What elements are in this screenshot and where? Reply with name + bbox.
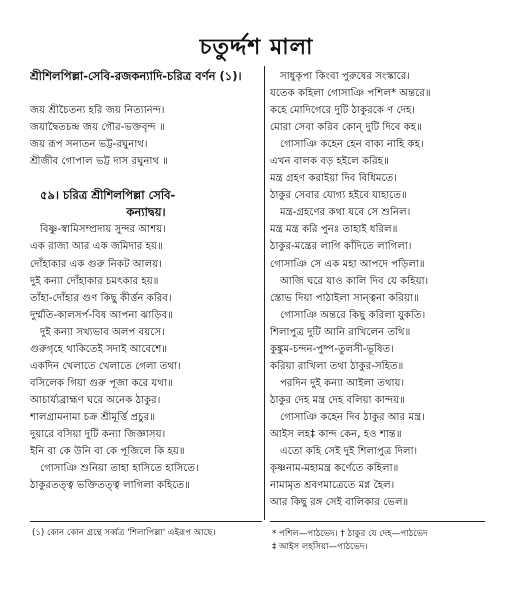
verse-line: কৃষ্ণনাম-মহামন্ত্র কর্ণেতে কহিলা॥ — [270, 463, 399, 475]
verse-line: এখন বালক বড় হইলে করিহ॥ — [270, 156, 389, 168]
verse-line: গোসাঞি শুনিয়া তাহা হাসিতে হাসিতে। — [40, 463, 199, 475]
right-column — [270, 68, 485, 511]
verse-line: আজি ঘরে যাও কালি দিব যে কহিয়া। — [280, 275, 429, 287]
section-heading: ৫৯। চরিত্র শ্রীশিলপিল্লা সেবি- — [40, 188, 176, 203]
verse-line: শিলাপুত্র দুটি আনি রাখিলেন তথি॥ — [270, 326, 411, 338]
verse-line: ঠাকুরতত্ত্ব ভক্তিতত্ত্ব লাগিলা কহিতে॥ — [30, 480, 190, 492]
verse-line: পরদিন দুই কন্যা আইলা তথায়। — [280, 377, 405, 389]
verse-line: দোঁহাকার এক গুরু নিকট আলয়। — [30, 258, 162, 270]
verse-line: দুয়ারে বসিয়া দুটি কন্যা জিজ্ঞাসয়। — [30, 428, 166, 440]
verse-line: এক রাজা আর এক জমিদার হয়॥ — [30, 241, 163, 253]
left-column — [30, 68, 262, 494]
verse-line: যতেক কহিলা গোসাঞি পশিল* অন্তরে॥ — [270, 88, 431, 100]
left-footnote-rule — [30, 521, 262, 522]
verse-line: দুই কন্যা সখ্যভাব অলপ বয়সে। — [40, 326, 165, 338]
verse-line: একদিন খেলাতে খেলাতে গেলা তথা। — [30, 360, 181, 372]
left-header: শ্রীশিলপিল্লা-সেবি-রজকন্যাদি-চরিত্র বর্ণন (১)। — [30, 69, 242, 83]
verse-line: এতো কহি সেই দুই শিলাপুত্র দিলা। — [280, 446, 418, 458]
verse-line: জয় রূপ সনাতন ভট্ট-রঘুনাথ। — [30, 139, 148, 151]
verse-line: শালগ্রামনামা চক্র শ্রীমূর্ত্তি প্রচুর॥ — [30, 411, 156, 423]
left-footnote: (১) কোন কোন গ্রন্থে সর্ব্বত্র 'শিলাপিল্লা' এইরূপ আছে। — [32, 528, 216, 538]
verse-line: মোরা সেবা করিব কোন্ দুটি দিবে কহ॥ — [270, 122, 422, 134]
right-footnote-line: ‡ আইস লহসিয়া—পাঠভেদ। — [272, 542, 368, 552]
verse-line: গোসাঞি অন্তরে কিছু করিলা যুকতি। — [280, 309, 426, 321]
verse-line: দুই কন্যা দোঁহাকার চমৎকার হয়॥ — [30, 275, 159, 287]
verse-line: মন্ত্র মন্ত্র করি পুনঃ তাহাই ধরিল॥ — [270, 224, 398, 236]
right-footnotes — [272, 528, 487, 554]
verse-line: আচার্য্যব্রাহ্মণ ঘরে অনেক ঠাকুর। — [30, 394, 161, 406]
verse-line: বসিলেক গিয়া গুরু পূজা করে যথা॥ — [30, 377, 173, 389]
verse-line: তাঁহা-দোঁহার গুণ কিছু কীর্ত্তন করিব। — [30, 292, 172, 304]
right-footnote-rule — [270, 521, 485, 522]
verse-line: গুরুগৃহে থাকিতেই সদাই আবেশে॥ — [30, 343, 168, 355]
verse-line: ইনি বা কে উনি বা কে পূজিলে কি হয়॥ — [30, 446, 185, 458]
verse-line: নামামৃত শ্রবণমাত্রেতে মগ্ন হৈল। — [270, 480, 395, 492]
verse-line: ঠাকুর-মন্ত্রের লাগি কাঁদিতে লাগিলা। — [270, 241, 412, 253]
verse-line: কহে মোদিগেরে দুটি ঠাকুরকে ণ দেহ। — [270, 105, 416, 117]
verse-line: আইস লহ‡ কান্দ কেন, হও শান্ত॥ — [270, 428, 402, 440]
verse-line: জয়াদ্বৈতচন্দ্র জয় গৌর-ভক্তবৃন্দ ॥ — [30, 122, 165, 134]
verse-line: স্তোভ দিয়া পাঠাইলা সান্ত্বনা করিয়া॥ — [270, 292, 419, 304]
verse-line: ঠাকুর সেবার যোগ্য হইবে যাহাতে॥ — [270, 190, 407, 202]
verse-line: মন্ত্র-গ্রহণের কথা যবে সে শুনিল। — [280, 207, 411, 219]
verse-line: গোসাঞি কহেন হেন বাক্য নাহি কহ। — [280, 139, 424, 151]
verse-line: জয় শ্রীচৈতন্য হরি জয় নিত্যানন্দ। — [30, 105, 165, 117]
verse-line: শ্রীজীব গোপাল ভট্ট দাস রঘুনাথ ॥ — [30, 156, 169, 168]
verse-line: সাধুকৃপা কিংবা পুরুষের সংস্কারে। — [280, 71, 410, 82]
verse-line: মন্ত্র গ্রহণ করাইয়া দিব বিধিমতে। — [270, 173, 397, 185]
page-title: চতুর্দ্দশ মালা — [199, 35, 314, 60]
section-heading-2: কন্যাদ্বয়। — [126, 205, 166, 220]
verse-line: করিয়া রাখিলা তথা ঠাকুর-সহিত॥ — [270, 360, 404, 372]
column-divider — [264, 66, 265, 520]
verse-line: গোসাঞি সে এক মহা আপদে পড়িলা॥ — [270, 258, 425, 270]
verse-line: ঠাকুর দেহ মন্ত্র দেহ বলিয়া কান্দয়॥ — [270, 394, 405, 406]
verse-line: গোসাঞি কহেন দিব ঠাকুর আর মন্ত্র। — [280, 411, 425, 423]
verse-line: বিষ্ণু-স্বামিসম্প্রদায় সুন্দর আশয়। — [40, 224, 166, 236]
verse-line: কুঙ্কুম-চন্দন-পুষ্প-তুলসী-ভূষিত। — [270, 343, 394, 355]
right-footnote-line: * পশিল—পাঠভেদ। † ঠাকুর যে দেহ—পাঠভেদ — [272, 529, 428, 539]
verse-line: আর কিছু রঙ্গ সেই বালিকার ভেল॥ — [270, 497, 409, 509]
verse-line: দুর্ম্মতি-কালসর্প-বিষ আপনা ঝাড়িব॥ — [30, 309, 173, 321]
